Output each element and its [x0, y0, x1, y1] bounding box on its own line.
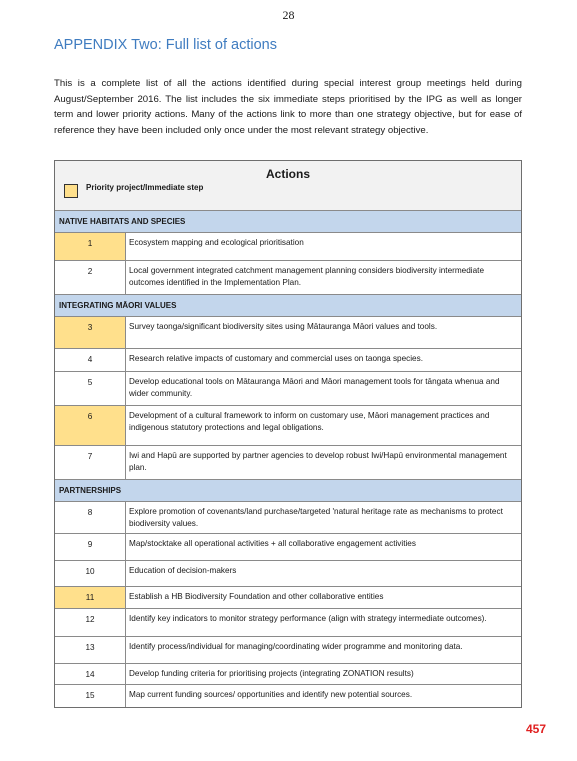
table-row — [55, 446, 521, 480]
action-text: Identify process/individual for managing/coordinating wider programme and monitoring data. — [129, 642, 463, 651]
action-number: 6 — [55, 406, 126, 445]
table-row — [55, 406, 521, 446]
action-text: Iwi and Hapū are supported by partner agencies to develop robust Iwi/Hapū environmental management plan. — [129, 451, 507, 472]
section-header: NATIVE HABITATS AND SPECIES — [55, 211, 521, 233]
table-row — [55, 534, 521, 561]
table-header — [55, 161, 521, 211]
action-number: 9 — [55, 534, 126, 560]
table-row — [55, 349, 521, 372]
action-number: 5 — [55, 372, 126, 405]
table-row — [55, 502, 521, 534]
action-text: Local government integrated catchment management planning considers biodiversity intermediate outcomes identified in the Implementation Plan. — [129, 266, 484, 287]
action-text: Map/stocktake all operational activities + all collaborative engagement activities — [129, 539, 416, 548]
action-number: 15 — [55, 685, 126, 707]
action-text: Establish a HB Biodiversity Foundation and other collaborative entities — [129, 592, 384, 601]
action-number: 11 — [55, 587, 126, 608]
table-row — [55, 561, 521, 587]
action-text: Development of a cultural framework to inform on customary use, Māori management practices and indigenous statutory protections and legal obligations. — [129, 411, 490, 432]
table-row — [55, 317, 521, 349]
table-row — [55, 233, 521, 261]
action-text: Map current funding sources/ opportunities and identify new potential sources. — [129, 690, 413, 699]
action-number: 4 — [55, 349, 126, 371]
action-text: Identify key indicators to monitor strategy performance (align with strategy intermediate outcomes). — [129, 614, 487, 623]
action-number: 8 — [55, 502, 126, 533]
table-row — [55, 372, 521, 406]
table-row — [55, 587, 521, 609]
action-text: Research relative impacts of customary and commercial uses on taonga species. — [129, 354, 423, 363]
table-row — [55, 261, 521, 295]
action-number: 10 — [55, 561, 126, 586]
action-number: 3 — [55, 317, 126, 348]
action-text: Survey taonga/significant biodiversity sites using Mātauranga Māori values and tools. — [129, 322, 438, 331]
intro-paragraph: This is a complete list of all the actions identified during special interest group meetings held during August/September 2016. The list includes the six immediate steps prioritised by the IPG as well as longer term and lower priority actions. Many of the actions link to more than one strategy objective, but for ease of reference they have been included only once under the most relevant strategy objective. — [54, 78, 522, 136]
table-body — [55, 211, 521, 707]
action-text: Develop funding criteria for prioritising projects (integrating ZONATION results) — [129, 669, 414, 678]
action-text: Education of decision-makers — [129, 566, 237, 575]
actions-table — [54, 160, 522, 708]
priority-legend-swatch — [64, 184, 78, 198]
table-row — [55, 609, 521, 637]
appendix-heading: APPENDIX Two: Full list of actions — [54, 37, 277, 53]
table-row — [55, 637, 521, 664]
page-number: 28 — [282, 8, 295, 22]
action-number: 2 — [55, 261, 126, 294]
action-number: 14 — [55, 664, 126, 684]
priority-legend-label: Priority project/Immediate step — [86, 183, 204, 192]
section-header: INTEGRATING MĀORI VALUES — [55, 295, 521, 317]
action-text: Ecosystem mapping and ecological prioritisation — [129, 238, 304, 247]
action-text: Develop educational tools on Mātauranga Māori and Māori management tools for tāngata whenua and wider community. — [129, 377, 500, 398]
action-number: 12 — [55, 609, 126, 636]
table-title: Actions — [265, 167, 310, 181]
action-text: Explore promotion of covenants/land purchase/targeted 'natural heritage rate as mechanisms to protect biodiversity values. — [129, 507, 503, 528]
action-number: 13 — [55, 637, 126, 663]
section-header: PARTNERSHIPS — [55, 480, 521, 502]
table-row — [55, 685, 521, 707]
document-page-number: 457 — [526, 722, 547, 736]
action-number: 1 — [55, 233, 126, 260]
action-number: 7 — [55, 446, 126, 479]
table-row — [55, 664, 521, 685]
